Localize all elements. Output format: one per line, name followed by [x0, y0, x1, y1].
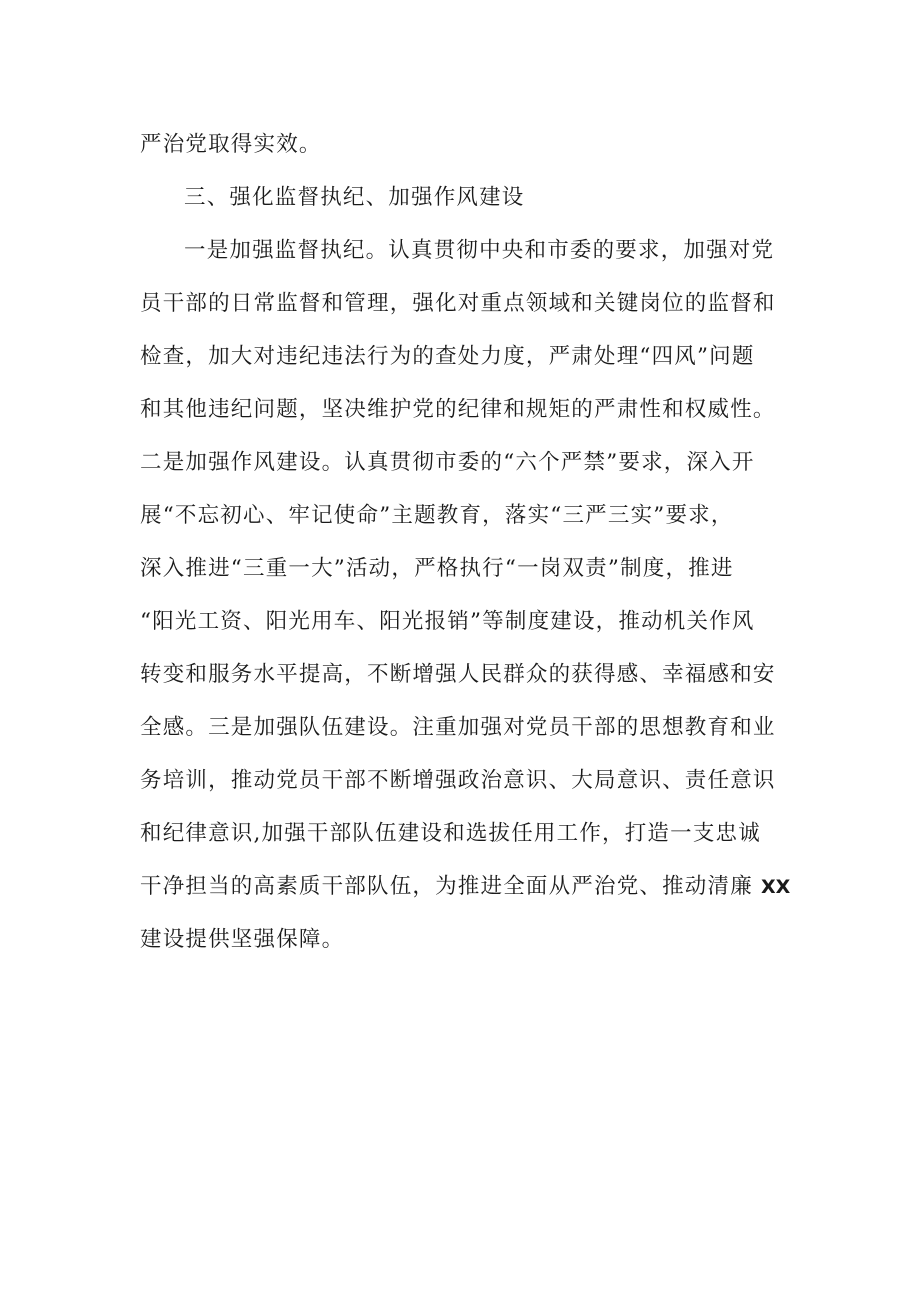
paragraph-line	[140, 860, 800, 913]
paragraph-line: 深入推进“三重一大”活动，严格执行“一岗双责”制度，推进	[140, 556, 734, 581]
paragraph-line: 全感。三是加强队伍建设。注重加强对党员干部的思想教育和业	[140, 715, 776, 740]
paragraph-line: 展“不忘初心、牢记使命”主题教育，落实“三严三实”要求，	[140, 503, 734, 528]
paragraph-line: 和纪律意识,加强干部队伍建设和选拔任用工作，打造一支忠诚	[140, 821, 761, 846]
paragraph-line: 和其他违纪问题，坚决维护党的纪律和规矩的严肃性和权威性。	[140, 397, 776, 422]
paragraph-line: 二是加强作风建设。认真贯彻市委的“六个严禁”要求，深入开	[140, 450, 755, 475]
paragraph-line: 务培训，推动党员干部不断增强政治意识、大局意识、责任意识	[140, 768, 776, 793]
paragraph-line: “阳光工资、阳光用车、阳光报销”等制度建设，推动机关作风	[140, 609, 755, 634]
section-heading: 三、强化监督执纪、加强作风建设	[184, 185, 525, 210]
paragraph-text: 干净担当的高素质干部队伍，为推进全面从严治党、推动清廉	[140, 874, 753, 899]
paragraph-line: 检查，加大对违纪违法行为的查处力度，严肃处理“四风”问题	[140, 344, 755, 369]
placeholder-xx: XX	[760, 876, 791, 898]
paragraph-line: 转变和服务水平提高，不断增强人民群众的获得感、幸福感和安	[140, 662, 776, 687]
paragraph-line: 建设提供坚强保障。	[140, 927, 345, 952]
document-body	[140, 118, 800, 966]
paragraph-line: 严治党取得实效。	[140, 132, 322, 157]
paragraph-line: 一是加强监督执纪。认真贯彻中央和市委的要求，加强对党	[184, 238, 775, 263]
paragraph-line: 员干部的日常监督和管理，强化对重点领域和关键岗位的监督和	[140, 291, 776, 316]
